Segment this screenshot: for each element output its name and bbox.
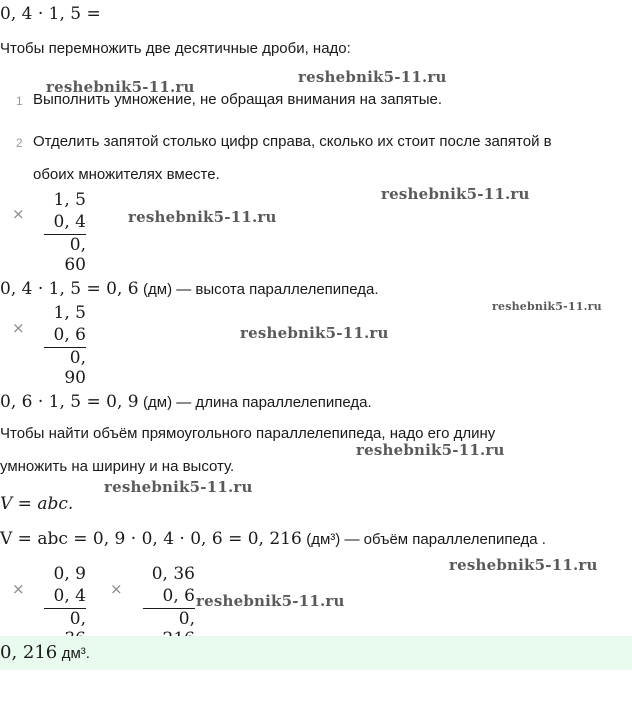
step-2-text: Отделить запятой столько цифр справа, сколько их стоит после запятой в — [33, 133, 552, 150]
product: 0, 90 — [44, 347, 86, 388]
length-result — [0, 392, 372, 412]
expression-1: 0, 4 · 1, 5 = — [0, 4, 101, 24]
product: 0, — [143, 608, 195, 649]
volume-caption: (дм³) — объём параллелепипеда . — [306, 531, 546, 548]
height-expression: 0, 4 · 1, 5 = 0, 6 — [0, 279, 139, 299]
step-number-1: 1 — [16, 94, 23, 108]
multiplier: 0, 4 — [53, 212, 86, 232]
volume-result — [0, 529, 546, 549]
watermark: reshebnik5-11.ru — [196, 592, 345, 610]
watermark: reshebnik5-11.ru — [240, 324, 389, 342]
volume-formula: V = abc. — [0, 494, 74, 514]
multiplier: 0, 6 — [53, 325, 86, 345]
product: 0, 60 — [44, 234, 86, 275]
answer-value: 0, 216 — [0, 642, 58, 663]
column-multiplication-2 — [44, 303, 86, 388]
multiplier: 0, 4 — [53, 586, 86, 606]
watermark: reshebnik5-11.ru — [356, 441, 505, 459]
multiplier: 0, 6 — [162, 586, 195, 606]
length-expression: 0, 6 · 1, 5 = 0, 9 — [0, 392, 139, 412]
height-result — [0, 279, 379, 299]
answer — [0, 642, 90, 663]
watermark: reshebnik5-11.ru — [128, 208, 277, 226]
column-multiplication-1 — [44, 190, 86, 275]
watermark: reshebnik5-11.ru — [104, 478, 253, 496]
watermark: reshebnik5-11.ru — [46, 78, 195, 96]
multiplicand: 0, 9 — [53, 564, 86, 584]
step-number-2: 2 — [16, 136, 23, 150]
product: 0, — [44, 608, 86, 649]
step-1-text: Выполнить умножение, не обращая внимания на запятые. — [33, 91, 443, 108]
rule-intro: Чтобы перемножить две десятичные дроби, надо: — [0, 40, 351, 57]
multiply-sign: × — [12, 319, 25, 337]
multiplicand: 1, 5 — [53, 303, 86, 323]
answer-box — [0, 636, 632, 670]
volume-rule-continued: умножить на ширину и на высоту. — [0, 458, 235, 475]
multiply-sign: × — [12, 580, 25, 598]
multiplicand: 1, 5 — [53, 190, 86, 210]
length-caption: (дм) — длина параллелепипеда. — [143, 394, 372, 411]
multiply-sign: × — [12, 205, 25, 223]
height-caption: (дм) — высота параллелепипеда. — [143, 281, 379, 298]
volume-rule: Чтобы найти объём прямоугольного параллелепипеда, надо его длину — [0, 425, 496, 442]
multiplicand: 0, 36 — [151, 564, 195, 584]
step-2-text-continued: обоих множителях вместе. — [33, 166, 220, 183]
volume-expression: V = abc = 0, 9 · 0, 4 · 0, 6 = 0, 216 — [0, 529, 302, 549]
multiply-sign: × — [110, 580, 123, 598]
watermark: reshebnik5-11.ru — [492, 300, 602, 313]
answer-unit: дм³. — [61, 645, 90, 662]
watermark: reshebnik5-11.ru — [449, 556, 598, 574]
watermark: reshebnik5-11.ru — [381, 185, 530, 203]
watermark: reshebnik5-11.ru — [298, 68, 447, 86]
